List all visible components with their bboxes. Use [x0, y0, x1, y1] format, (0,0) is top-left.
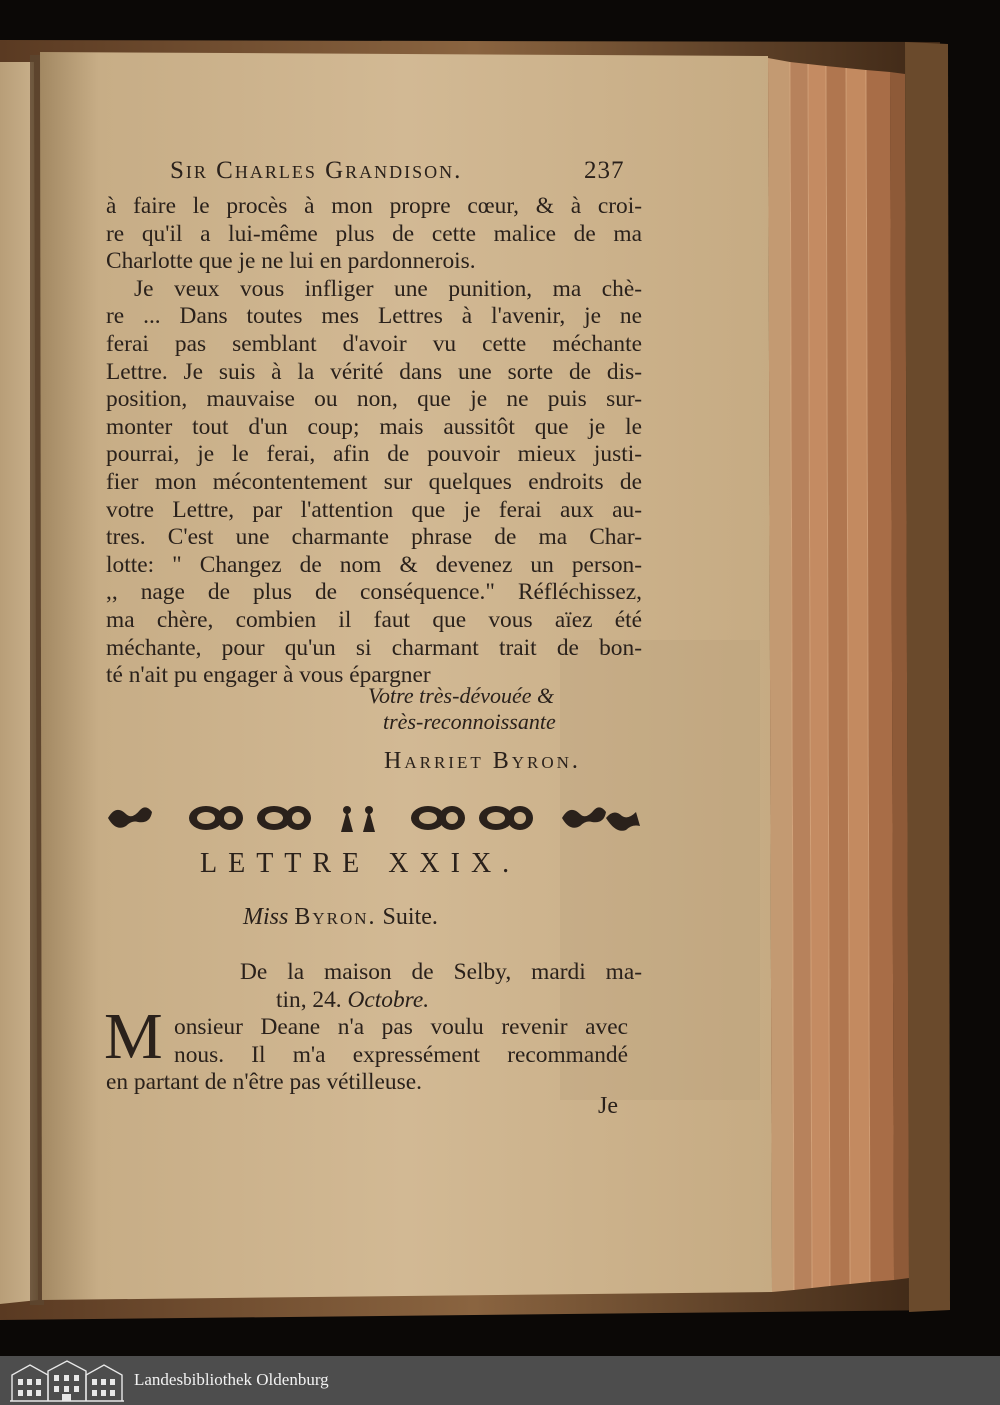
body-line: Je veux vous infliger une punition, ma chè- [134, 275, 642, 302]
catchword: Je [598, 1093, 618, 1119]
dateline-day: tin, 24. [276, 986, 342, 1013]
body-line: méchante, pour qu'un si charmant trait de bon- [106, 634, 642, 661]
body-line: tres. C'est une charmante phrase de ma Char- [106, 524, 642, 551]
footer-label: Landesbibliothek Oldenburg [134, 1370, 329, 1389]
opening-line-1: onsieur Deane n'a pas voulu revenir avec [174, 1014, 628, 1040]
opening-line-3: en partant de n'être pas vétilleuse. [106, 1069, 422, 1096]
body-line: re qu'il a lui-même plus de cette malice de ma [106, 220, 642, 247]
footer-bar [0, 1356, 1000, 1405]
ornament-knot-icon [257, 806, 311, 830]
page-edges [768, 58, 909, 1292]
ornament-knot-icon [189, 806, 243, 830]
dateline-line-1: De la maison de Selby, mardi ma- [240, 959, 642, 985]
closing-line-1: Votre très-dévouée & [368, 683, 555, 708]
body-line: Charlotte que je ne lui en pardonnerois. [106, 248, 476, 275]
subject-title: Miss [243, 904, 289, 930]
opening-line-2: nous. Il m'a expressément recommandé [174, 1041, 628, 1068]
ornament-scroll-icon [562, 807, 640, 830]
ornament-knot-icon [411, 806, 465, 830]
body-line: lotte: " Changez de nom & devenez un person- [106, 551, 642, 578]
body-line: à faire le procès à mon propre cœur, & à croi- [106, 193, 642, 219]
body-line: position, mauvaise ou non, que je ne puis sur- [106, 386, 642, 413]
drop-cap: M [104, 1000, 163, 1073]
body-line: Lettre. Je suis à la vérité dans une sorte de dis- [106, 358, 642, 385]
library-building-icon [10, 1359, 124, 1403]
body-line: monter tout d'un coup; mais aussitôt que je le [106, 413, 642, 440]
running-head [170, 154, 670, 188]
opening-text [106, 1014, 628, 1097]
dateline [240, 958, 642, 1014]
ornament-band [106, 800, 642, 836]
body-line: fier mon mécontentement sur quelques endroits de [106, 468, 642, 495]
letter-subject [243, 904, 438, 931]
subject-name: Byron. [294, 904, 377, 930]
dateline-month: Octobre. [347, 986, 430, 1013]
closing-line-2: très-reconnoissante [383, 709, 556, 734]
body-line: votre Lettre, par l'attention que je ferai aux au- [106, 496, 642, 523]
body-line: re ... Dans toutes mes Lettres à l'avenir, je ne [106, 303, 642, 330]
ornament-fleuron-icon [341, 806, 375, 832]
body-line: ,, nage de plus de conséquence." Réfléchissez, [106, 579, 642, 606]
body-line: pourrai, je le ferai, afin de pouvoir mieux justi- [106, 441, 642, 468]
dateline-line-2 [240, 986, 642, 1014]
ornament-knot-icon [479, 806, 533, 830]
letter-title: LETTRE XXIX. [200, 848, 521, 879]
body-line: ma chère, combien il faut que vous aïez été [106, 606, 642, 633]
body-line: té n'ait pu engager à vous épargner [106, 662, 431, 689]
ornament-scroll-icon [108, 807, 152, 827]
page-number: 237 [584, 157, 625, 184]
running-head-title: Sir Charles Grandison. [170, 157, 463, 184]
signature-name: Harriet Byron. [384, 748, 581, 774]
subject-rest: Suite. [382, 904, 438, 930]
body-text [106, 193, 642, 690]
body-line: ferai pas semblant d'avoir vu cette méchante [106, 330, 642, 357]
